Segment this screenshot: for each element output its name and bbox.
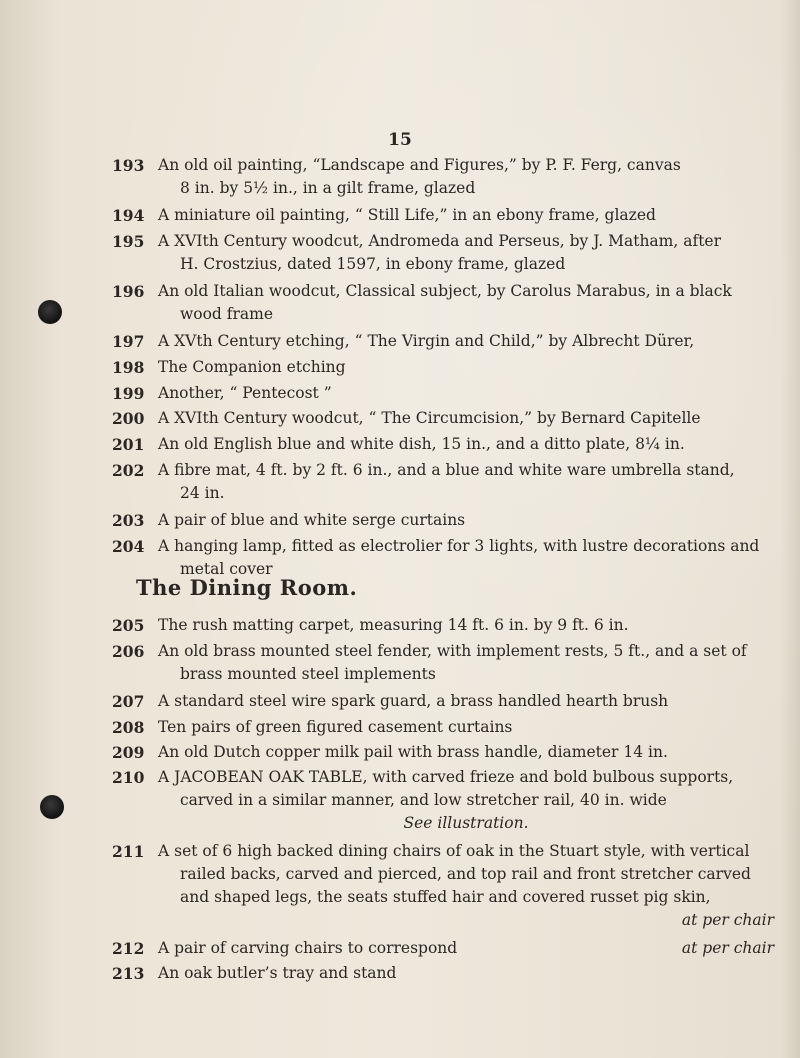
lot-description: A pair of blue and white serge curtains <box>158 511 466 529</box>
lot-number: 194 <box>112 206 145 225</box>
punch-hole-icon <box>38 300 62 324</box>
lot-description: A miniature oil painting, “ Still Life,” in an ebony frame, glazed <box>158 206 656 224</box>
lot-description: A hanging lamp, fitted as electrolier for 3 lights, with lustre decorations and <box>158 537 760 555</box>
lot-number: 196 <box>112 282 145 301</box>
lot-number: 211 <box>112 842 145 861</box>
lot-description: An old brass mounted steel fender, with implement rests, 5 ft., and a set of <box>158 642 747 660</box>
lot-description: A XVIth Century woodcut, “ The Circumcision,” by Bernard Capitelle <box>158 409 701 427</box>
lot-description: wood frame <box>180 305 274 323</box>
lot-description: The Companion etching <box>158 358 346 376</box>
lot-description: A fibre mat, 4 ft. by 2 ft. 6 in., and a blue and white ware umbrella stand, <box>158 461 735 479</box>
lot-number: 206 <box>112 642 145 661</box>
lot-description: Another, “ Pentecost ” <box>158 384 332 402</box>
lot-number: 203 <box>112 511 145 530</box>
lot-description: A standard steel wire spark guard, a brass handled hearth brush <box>158 692 669 710</box>
lot-description: carved in a similar manner, and low stretcher rail, 40 in. wide <box>180 791 667 809</box>
binding-holes <box>38 300 66 820</box>
lot-number: 202 <box>112 461 145 480</box>
lot-description: Ten pairs of green figured casement curtains <box>158 718 513 736</box>
lot-number: 195 <box>112 232 145 251</box>
price-suffix: at per chair <box>681 911 774 929</box>
lot-description: A XVth Century etching, “ The Virgin and Child,” by Albrecht Dürer, <box>158 332 695 350</box>
lot-description: An oak butler’s tray and stand <box>158 964 397 982</box>
punch-hole-icon <box>40 795 64 819</box>
lot-description: brass mounted steel implements <box>180 665 436 683</box>
page-number: 15 <box>388 130 412 150</box>
lot-number: 207 <box>112 692 145 711</box>
lot-description: An old Dutch copper milk pail with brass handle, diameter 14 in. <box>158 743 668 761</box>
lot-description: 24 in. <box>180 484 225 502</box>
lot-description: H. Crostzius, dated 1597, in ebony frame, glazed <box>180 255 566 273</box>
lot-description: A pair of carving chairs to correspond <box>158 939 458 957</box>
lot-description: The rush matting carpet, measuring 14 ft. 6 in. by 9 ft. 6 in. <box>158 616 629 634</box>
lot-description: metal cover <box>180 560 273 578</box>
lot-number: 210 <box>112 768 145 787</box>
lot-number: 209 <box>112 743 145 762</box>
lot-number: 193 <box>112 156 145 175</box>
lot-number: 199 <box>112 384 145 403</box>
lot-description: A XVIth Century woodcut, Andromeda and Perseus, by J. Matham, after <box>158 232 722 250</box>
lot-number: 204 <box>112 537 145 556</box>
lot-number: 205 <box>112 616 145 635</box>
lot-number: 198 <box>112 358 145 377</box>
lot-number: 212 <box>112 939 145 958</box>
lot-number: 201 <box>112 435 145 454</box>
section-heading: The Dining Room. <box>136 575 358 600</box>
lot-description: 8 in. by 5½ in., in a gilt frame, glazed <box>180 179 476 197</box>
lot-number: 208 <box>112 718 145 737</box>
lot-description: A set of 6 high backed dining chairs of oak in the Stuart style, with vertical <box>158 842 750 860</box>
lot-number: 213 <box>112 964 145 983</box>
lot-description: railed backs, carved and pierced, and top rail and front stretcher carved <box>180 865 751 883</box>
lot-number: 200 <box>112 409 145 428</box>
lot-description: A JACOBEAN OAK TABLE, with carved frieze and bold bulbous supports, <box>158 768 734 786</box>
lot-description: An old English blue and white dish, 15 in., and a ditto plate, 8¼ in. <box>158 435 685 453</box>
lot-description: An old Italian woodcut, Classical subject, by Carolus Marabus, in a black <box>158 282 732 300</box>
price-suffix: at per chair <box>681 939 774 957</box>
lot-description: An old oil painting, “Landscape and Figures,” by P. F. Ferg, canvas <box>158 156 681 174</box>
lot-number: 197 <box>112 332 145 351</box>
lot-description: and shaped legs, the seats stuffed hair and covered russet pig skin, <box>180 888 711 906</box>
illustration-note: See illustration. <box>403 814 529 832</box>
